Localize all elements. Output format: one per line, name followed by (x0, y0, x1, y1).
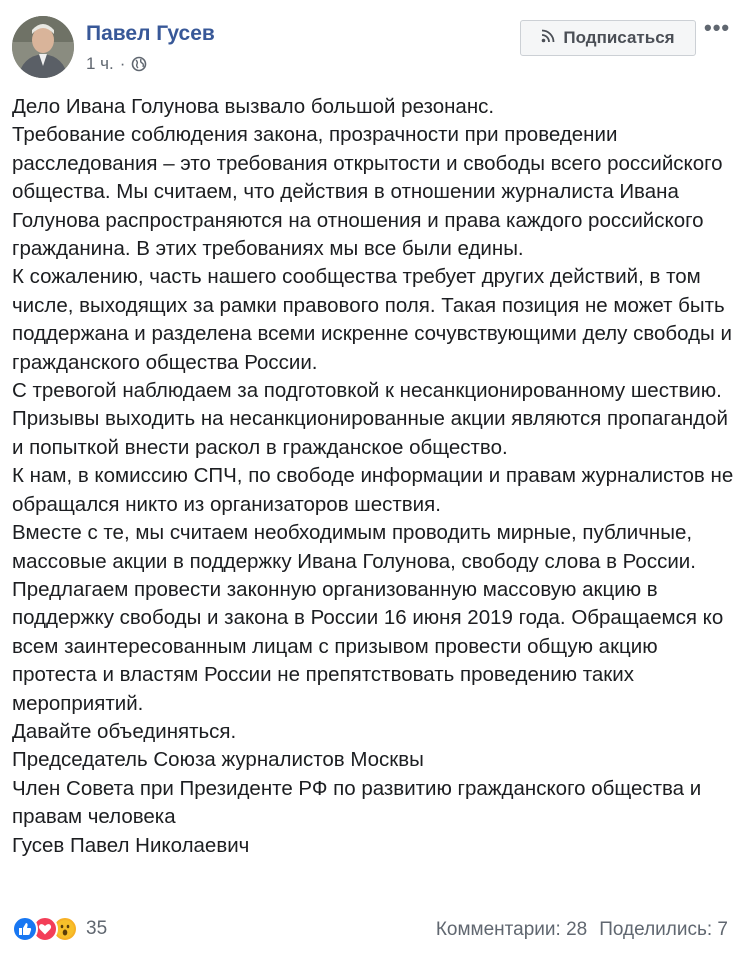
author-name[interactable]: Павел Гусев (86, 22, 215, 45)
post-paragraph: К нам, в комиссию СПЧ, по свободе информации и правам журналистов не обращался никто из организаторов шествия. (12, 464, 734, 516)
post-paragraph: Председатель Союза журналистов Москвы (12, 748, 424, 772)
avatar[interactable] (12, 16, 74, 78)
subscribe-button[interactable] (520, 20, 696, 56)
more-options-icon[interactable]: ••• (704, 15, 731, 40)
post-paragraph: К сожалению, часть нашего сообщества требует других действий, в том числе, выходящих за рамки правового поля. Такая позиция не может быть поддержана и разделена всеми искренне сочувствующими делу свободы и гражданского общества России. (12, 265, 732, 374)
post-paragraph: Требование соблюдения закона, прозрачности при проведении расследования – это требования открытости и свободы всего российского общества. Мы считаем, что действия в отношении журналиста Ивана Голунова распространяются на отношения и права каждого российского гражданина. В этих требованиях мы все были едины. (12, 123, 723, 261)
post-text (12, 93, 734, 860)
like-icon (12, 916, 38, 942)
post-paragraph: Дело Ивана Голунова вызвало большой резонанс. (12, 95, 495, 118)
post-paragraph: Вместе с те, мы считаем необходимым проводить мирные, публичные, массовые акции в поддержку Ивана Голунова, свободу слова в России. Предлагаем провести законную организованную массовую акцию в поддержку свободы и закона в России 16 июня 2019 года. Обращаемся ко всем заинтересованным лицам с призывом провести общую акцию протеста и властям России не препятствовать проведению таких мероприятий. (12, 521, 724, 715)
post-paragraph: Давайте объединяться. (12, 719, 237, 743)
subscribe-label: Подписаться (563, 28, 675, 47)
post-paragraph: С тревогой наблюдаем за подготовкой к несанкционированному шествию. (12, 379, 722, 403)
post-paragraph: Призывы выходить на несанкционированные акции являются пропагандой и попыткой внести раскол в гражданское общество. (12, 407, 728, 459)
meta-separator: · (119, 54, 126, 73)
post-stats (436, 919, 728, 941)
reaction-count: 35 (86, 918, 108, 939)
comments-count[interactable]: Комментарии: 28 (435, 919, 588, 940)
shares-count[interactable]: Поделились: 7 (599, 919, 728, 940)
post-meta (86, 54, 147, 74)
globe-icon[interactable] (131, 56, 147, 72)
post-footer (12, 914, 728, 946)
reactions-summary[interactable] (12, 916, 107, 942)
rss-icon (541, 28, 555, 48)
post-paragraph: Гусев Павел Николаевич (12, 833, 250, 857)
post-paragraph: Член Совета при Президенте РФ по развитию гражданского общества и правам человека (12, 776, 702, 829)
post-time[interactable]: 1 ч. (86, 54, 114, 73)
post-header (12, 14, 731, 78)
